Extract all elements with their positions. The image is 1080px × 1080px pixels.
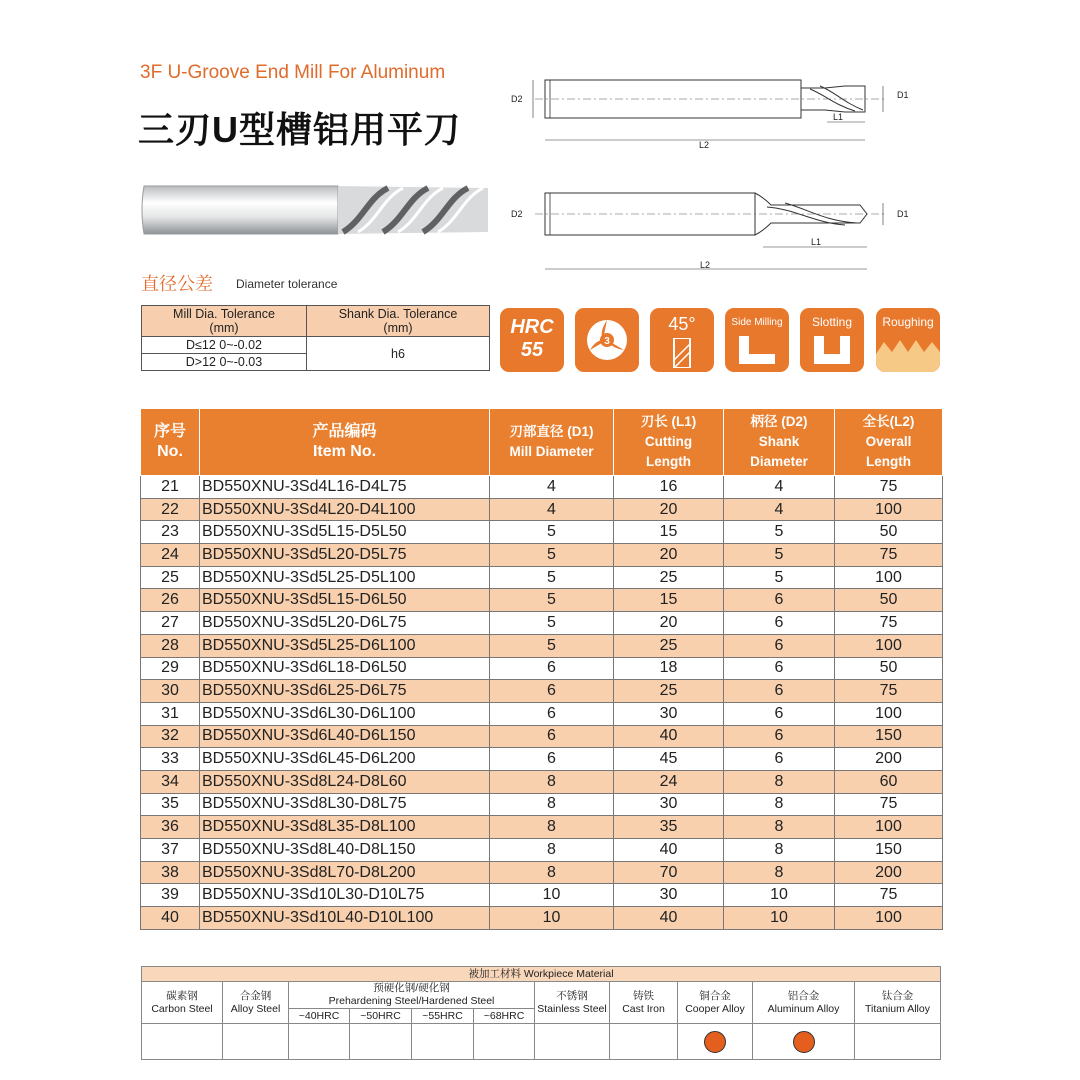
item-code-cell: BD550XNU-3Sd5L25-D5L100	[200, 566, 490, 589]
svg-text:D2: D2	[511, 94, 523, 104]
item-code-cell: BD550XNU-3Sd6L40-D6L150	[200, 725, 490, 748]
mill-tolerance-row-2: D>12 0~-0.03	[142, 354, 307, 371]
table-row	[141, 612, 943, 635]
mill-diameter-cell: 5	[490, 589, 614, 612]
shank-diameter-cell: 8	[724, 816, 835, 839]
side-milling-icon	[735, 334, 779, 366]
copper-alloy-header: 铜合金 Cooper Alloy	[678, 982, 753, 1024]
overall-length-cell: 75	[835, 544, 943, 567]
cutting-length-cell: 25	[614, 680, 724, 703]
svg-text:L2: L2	[699, 140, 710, 150]
overall-length-cell: 75	[835, 793, 943, 816]
three-flute-icon	[575, 308, 639, 372]
mill-diameter-cell: 8	[490, 839, 614, 862]
item-code-cell: BD550XNU-3Sd8L70-D8L200	[200, 861, 490, 884]
item-code-cell: BD550XNU-3Sd8L35-D8L100	[200, 816, 490, 839]
cutting-length-cell: 40	[614, 839, 724, 862]
mill-diameter-cell: 5	[490, 521, 614, 544]
technical-drawing-2	[505, 185, 925, 280]
row-number-cell: 34	[141, 770, 200, 793]
shank-diameter-cell: 5	[724, 521, 835, 544]
shank-diameter-cell: 6	[724, 589, 835, 612]
cutting-length-cell: 35	[614, 816, 724, 839]
row-number-cell: 23	[141, 521, 200, 544]
cutting-length-cell: 45	[614, 748, 724, 771]
shank-diameter-cell: 8	[724, 770, 835, 793]
overall-length-cell: 75	[835, 680, 943, 703]
side-milling-badge: Side Milling	[725, 308, 789, 372]
titanium-alloy-cell	[855, 1024, 941, 1060]
cutting-length-cell: 24	[614, 770, 724, 793]
row-number-cell: 40	[141, 907, 200, 930]
shank-diameter-cell: 4	[724, 476, 835, 499]
row-number-cell: 36	[141, 816, 200, 839]
shank-diameter-cell: 8	[724, 839, 835, 862]
shank-diameter-cell: 8	[724, 793, 835, 816]
item-code-cell: BD550XNU-3Sd8L24-D8L60	[200, 770, 490, 793]
workpiece-material-title: 被加工材料 Workpiece Material	[142, 967, 941, 982]
column-header-cutting-length: 刃长 (L1) Cutting Length	[614, 409, 724, 476]
shank-diameter-cell: 4	[724, 498, 835, 521]
cutting-length-cell: 70	[614, 861, 724, 884]
helix-angle-badge: 45°	[650, 308, 714, 372]
titanium-alloy-header: 钛合金 Titanium Alloy	[855, 982, 941, 1024]
table-row	[141, 634, 943, 657]
item-code-cell: BD550XNU-3Sd6L18-D6L50	[200, 657, 490, 680]
overall-length-cell: 50	[835, 521, 943, 544]
table-row	[141, 839, 943, 862]
row-number-cell: 35	[141, 793, 200, 816]
cutting-length-cell: 40	[614, 725, 724, 748]
shank-diameter-cell: 6	[724, 612, 835, 635]
aluminum-alloy-cell	[753, 1024, 855, 1060]
mill-diameter-cell: 8	[490, 770, 614, 793]
table-row	[141, 544, 943, 567]
svg-text:3: 3	[604, 336, 610, 347]
item-code-cell: BD550XNU-3Sd4L20-D4L100	[200, 498, 490, 521]
item-code-cell: BD550XNU-3Sd5L20-D6L75	[200, 612, 490, 635]
row-number-cell: 30	[141, 680, 200, 703]
cutting-length-cell: 20	[614, 498, 724, 521]
tolerance-title-en: Diameter tolerance	[236, 277, 338, 291]
mill-diameter-cell: 6	[490, 657, 614, 680]
aluminum-alloy-header: 铝合金 Aluminum Alloy	[753, 982, 855, 1024]
svg-text:D2: D2	[511, 209, 523, 219]
mill-diameter-cell: 10	[490, 884, 614, 907]
suitable-indicator-icon	[704, 1031, 726, 1053]
cutting-length-cell: 25	[614, 566, 724, 589]
row-number-cell: 29	[141, 657, 200, 680]
column-header-shank-diameter: 柄径 (D2) Shank Diameter	[724, 409, 835, 476]
shank-diameter-cell: 6	[724, 748, 835, 771]
carbon-steel-header: 碳素钢 Carbon Steel	[142, 982, 223, 1024]
svg-text:D1: D1	[897, 209, 909, 219]
shank-tolerance-value: h6	[307, 337, 490, 371]
mill-diameter-cell: 8	[490, 793, 614, 816]
row-number-cell: 25	[141, 566, 200, 589]
hardness-55-cell	[412, 1024, 474, 1060]
table-row	[141, 702, 943, 725]
item-code-cell: BD550XNU-3Sd5L25-D6L100	[200, 634, 490, 657]
overall-length-cell: 75	[835, 612, 943, 635]
overall-length-cell: 100	[835, 634, 943, 657]
hardness-55-header: ~55HRC	[412, 1009, 474, 1024]
row-number-cell: 31	[141, 702, 200, 725]
overall-length-cell: 50	[835, 657, 943, 680]
table-row	[141, 566, 943, 589]
row-number-cell: 26	[141, 589, 200, 612]
row-number-cell: 33	[141, 748, 200, 771]
item-code-cell: BD550XNU-3Sd5L15-D6L50	[200, 589, 490, 612]
carbon-steel-cell	[142, 1024, 223, 1060]
overall-length-cell: 100	[835, 498, 943, 521]
overall-length-cell: 100	[835, 702, 943, 725]
item-code-cell: BD550XNU-3Sd6L45-D6L200	[200, 748, 490, 771]
overall-length-cell: 150	[835, 725, 943, 748]
overall-length-cell: 100	[835, 907, 943, 930]
hardness-40-header: ~40HRC	[289, 1009, 350, 1024]
table-row	[141, 748, 943, 771]
item-code-cell: BD550XNU-3Sd8L30-D8L75	[200, 793, 490, 816]
item-code-cell: BD550XNU-3Sd10L40-D10L100	[200, 907, 490, 930]
table-row	[141, 907, 943, 930]
shank-tolerance-header: Shank Dia. Tolerance (mm)	[307, 306, 490, 337]
title-chinese: 三刃U型槽铝用平刀	[138, 109, 461, 150]
table-row	[141, 861, 943, 884]
shank-diameter-cell: 10	[724, 907, 835, 930]
roughing-icon	[876, 334, 940, 372]
row-number-cell: 32	[141, 725, 200, 748]
shank-diameter-cell: 6	[724, 725, 835, 748]
overall-length-cell: 200	[835, 861, 943, 884]
table-row	[141, 793, 943, 816]
copper-alloy-cell	[678, 1024, 753, 1060]
slotting-icon	[810, 334, 854, 366]
row-number-cell: 22	[141, 498, 200, 521]
row-number-cell: 24	[141, 544, 200, 567]
row-number-cell: 38	[141, 861, 200, 884]
item-code-cell: BD550XNU-3Sd4L16-D4L75	[200, 476, 490, 499]
cutting-length-cell: 25	[614, 634, 724, 657]
cast-iron-cell	[610, 1024, 678, 1060]
hardness-50-cell	[350, 1024, 412, 1060]
overall-length-cell: 75	[835, 884, 943, 907]
mill-diameter-cell: 5	[490, 612, 614, 635]
hardness-50-header: ~50HRC	[350, 1009, 412, 1024]
table-row	[141, 725, 943, 748]
workpiece-material-table	[141, 966, 941, 1060]
shank-diameter-cell: 5	[724, 566, 835, 589]
stainless-steel-cell	[535, 1024, 610, 1060]
cutting-length-cell: 20	[614, 612, 724, 635]
title-english: 3F U-Groove End Mill For Aluminum	[140, 62, 446, 83]
mill-diameter-cell: 10	[490, 907, 614, 930]
three-flute-badge	[575, 308, 639, 372]
cutting-length-cell: 15	[614, 521, 724, 544]
item-code-cell: BD550XNU-3Sd8L40-D8L150	[200, 839, 490, 862]
shank-diameter-cell: 6	[724, 702, 835, 725]
mill-diameter-cell: 4	[490, 498, 614, 521]
overall-length-cell: 60	[835, 770, 943, 793]
overall-length-cell: 100	[835, 566, 943, 589]
overall-length-cell: 50	[835, 589, 943, 612]
overall-length-cell: 150	[835, 839, 943, 862]
shank-diameter-cell: 5	[724, 544, 835, 567]
product-table	[140, 408, 943, 930]
row-number-cell: 27	[141, 612, 200, 635]
row-number-cell: 28	[141, 634, 200, 657]
tolerance-table	[141, 305, 490, 371]
mill-tolerance-row-1: D≤12 0~-0.02	[142, 337, 307, 354]
hardness-68-cell	[474, 1024, 535, 1060]
row-number-cell: 37	[141, 839, 200, 862]
item-code-cell: BD550XNU-3Sd6L25-D6L75	[200, 680, 490, 703]
shank-diameter-cell: 8	[724, 861, 835, 884]
mill-tolerance-header: Mill Dia. Tolerance (mm)	[142, 306, 307, 337]
table-row	[141, 657, 943, 680]
roughing-badge: Roughing	[876, 308, 940, 372]
shank-diameter-cell: 6	[724, 680, 835, 703]
svg-text:L1: L1	[811, 237, 822, 247]
overall-length-cell: 100	[835, 816, 943, 839]
table-row	[141, 680, 943, 703]
cutting-length-cell: 18	[614, 657, 724, 680]
cutting-length-cell: 30	[614, 793, 724, 816]
mill-diameter-cell: 6	[490, 702, 614, 725]
end-mill-photo	[138, 180, 490, 240]
svg-text:L1: L1	[833, 112, 844, 122]
table-row	[141, 521, 943, 544]
column-header-mill-diameter: 刃部直径 (D1) Mill Diameter	[490, 409, 614, 476]
table-row	[141, 770, 943, 793]
cutting-length-cell: 30	[614, 702, 724, 725]
mill-diameter-cell: 5	[490, 566, 614, 589]
table-row	[141, 816, 943, 839]
hardness-68-header: ~68HRC	[474, 1009, 535, 1024]
mill-diameter-cell: 8	[490, 861, 614, 884]
cutting-length-cell: 30	[614, 884, 724, 907]
cast-iron-header: 铸铁 Cast Iron	[610, 982, 678, 1024]
column-header-no: 序号 No.	[141, 409, 200, 476]
table-row	[141, 589, 943, 612]
mill-diameter-cell: 5	[490, 544, 614, 567]
tolerance-title-cn: 直径公差	[141, 274, 213, 294]
table-row	[141, 884, 943, 907]
mill-diameter-cell: 6	[490, 748, 614, 771]
mill-diameter-cell: 4	[490, 476, 614, 499]
mill-diameter-cell: 8	[490, 816, 614, 839]
item-code-cell: BD550XNU-3Sd10L30-D10L75	[200, 884, 490, 907]
row-number-cell: 21	[141, 476, 200, 499]
column-header-overall-length: 全长(L2) Overall Length	[835, 409, 943, 476]
technical-drawing-1	[505, 70, 925, 160]
item-code-cell: BD550XNU-3Sd6L30-D6L100	[200, 702, 490, 725]
column-header-item: 产品编码 Item No.	[200, 409, 490, 476]
svg-text:L2: L2	[700, 260, 711, 270]
cutting-length-cell: 15	[614, 589, 724, 612]
row-number-cell: 39	[141, 884, 200, 907]
prehardened-steel-header: 预硬化钢/硬化钢 Prehardening Steel/Hardened Steel	[289, 982, 535, 1009]
slotting-badge: Slotting	[800, 308, 864, 372]
cutting-length-cell: 16	[614, 476, 724, 499]
svg-text:D1: D1	[897, 90, 909, 100]
mill-diameter-cell: 6	[490, 680, 614, 703]
mill-diameter-cell: 6	[490, 725, 614, 748]
shank-diameter-cell: 6	[724, 657, 835, 680]
shank-diameter-cell: 10	[724, 884, 835, 907]
shank-diameter-cell: 6	[724, 634, 835, 657]
hardness-40-cell	[289, 1024, 350, 1060]
table-row	[141, 498, 943, 521]
alloy-steel-header: 合金钢 Alloy Steel	[223, 982, 289, 1024]
item-code-cell: BD550XNU-3Sd5L15-D5L50	[200, 521, 490, 544]
mill-diameter-cell: 5	[490, 634, 614, 657]
overall-length-cell: 75	[835, 476, 943, 499]
item-code-cell: BD550XNU-3Sd5L20-D5L75	[200, 544, 490, 567]
cutting-length-cell: 40	[614, 907, 724, 930]
overall-length-cell: 200	[835, 748, 943, 771]
helix-angle-icon	[664, 338, 700, 368]
stainless-steel-header: 不锈钢 Stainless Steel	[535, 982, 610, 1024]
cutting-length-cell: 20	[614, 544, 724, 567]
hrc-badge: HRC 55	[500, 308, 564, 372]
alloy-steel-cell	[223, 1024, 289, 1060]
table-row	[141, 476, 943, 499]
suitable-indicator-icon	[793, 1031, 815, 1053]
